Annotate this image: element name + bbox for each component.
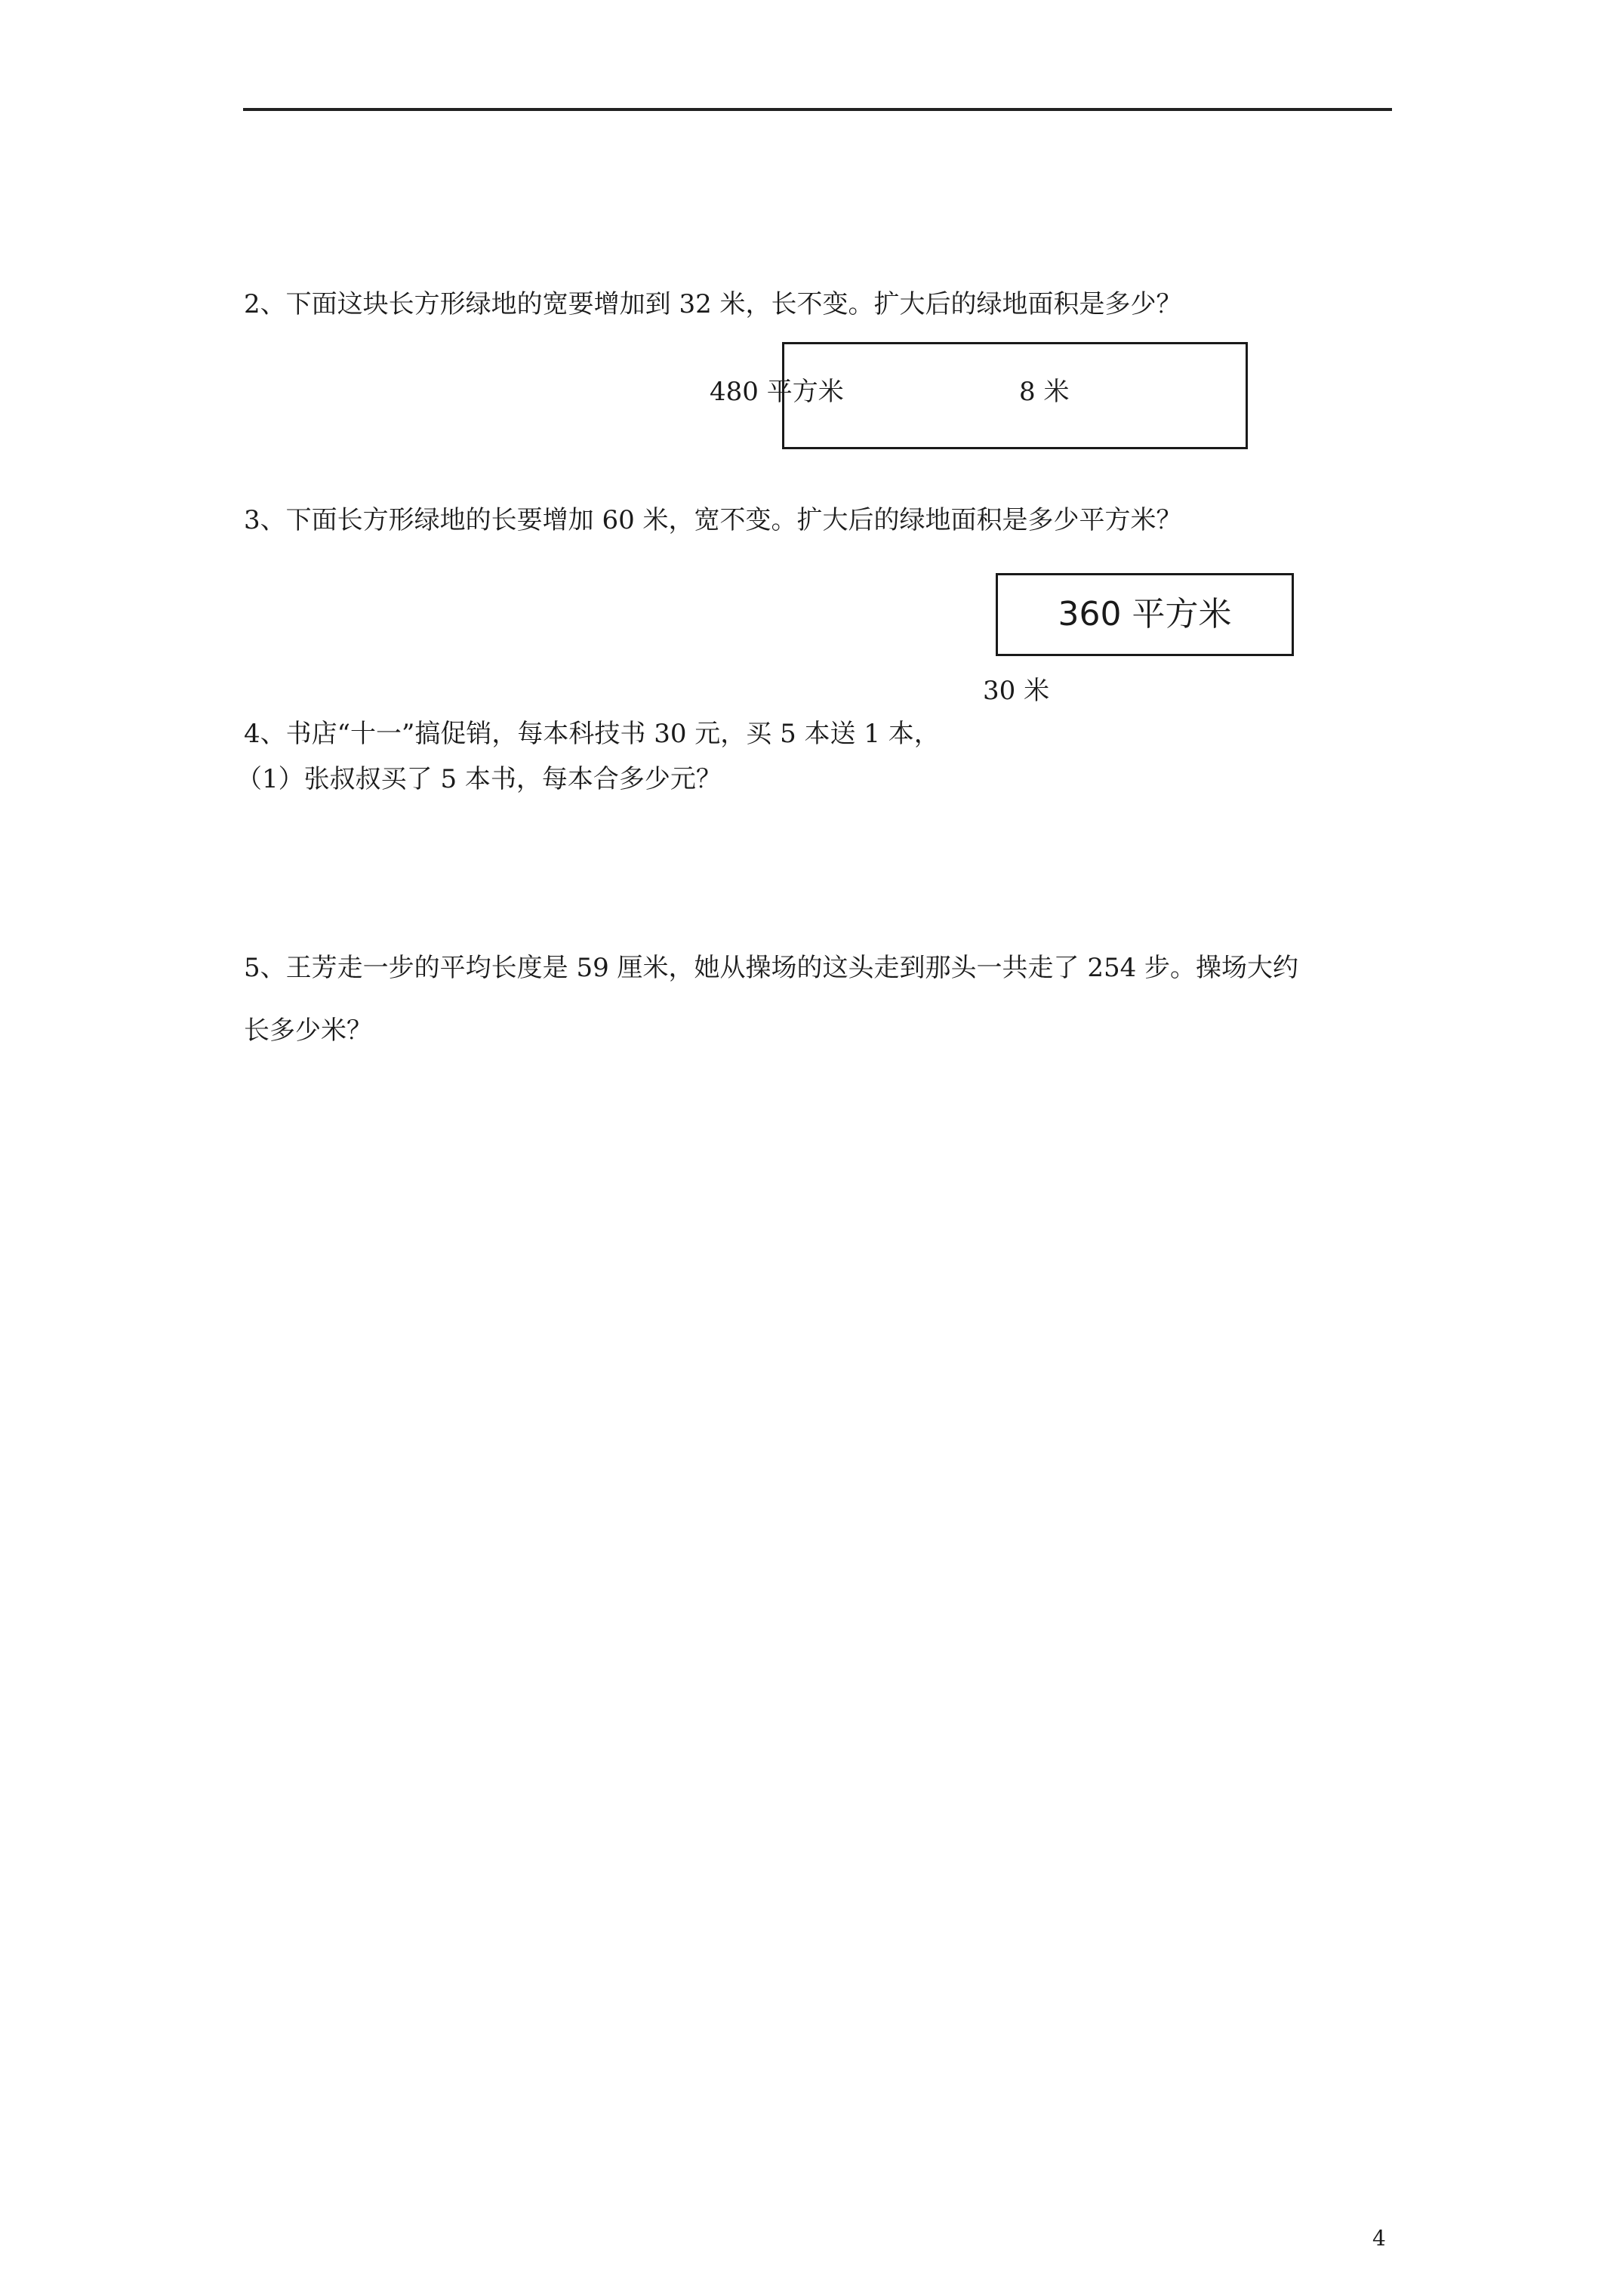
page-number: 4 <box>1372 2226 1386 2251</box>
q3-length-label: 30 米 <box>983 676 1050 706</box>
rectangle-figure-q2 <box>782 342 1248 449</box>
question-3-text: 3、下面长方形绿地的长要增加 60 米，宽不变。扩大后的绿地面积是多少平方米？ <box>244 505 1182 535</box>
question-4-sub-1: （1）张叔叔买了 5 本书，每本合多少元？ <box>236 764 722 794</box>
question-4-text: 4、书店“十一”搞促销，每本科技书 30 元，买 5 本送 1 本， <box>244 719 940 749</box>
q2-area-label: 480 平方米 <box>710 377 844 407</box>
q3-area-label: 360 平方米 <box>1058 595 1232 633</box>
q2-width-label: 8 米 <box>1019 377 1070 407</box>
question-5-line-2: 长多少米？ <box>244 1015 372 1046</box>
header-rule <box>243 108 1392 111</box>
question-5-line-1: 5、王芳走一步的平均长度是 59 厘米，她从操场的这头走到那头一共走了 254 步。操场大约 <box>244 953 1299 983</box>
question-2-text: 2、下面这块长方形绿地的宽要增加到 32 米，长不变。扩大后的绿地面积是多少？ <box>244 289 1182 319</box>
